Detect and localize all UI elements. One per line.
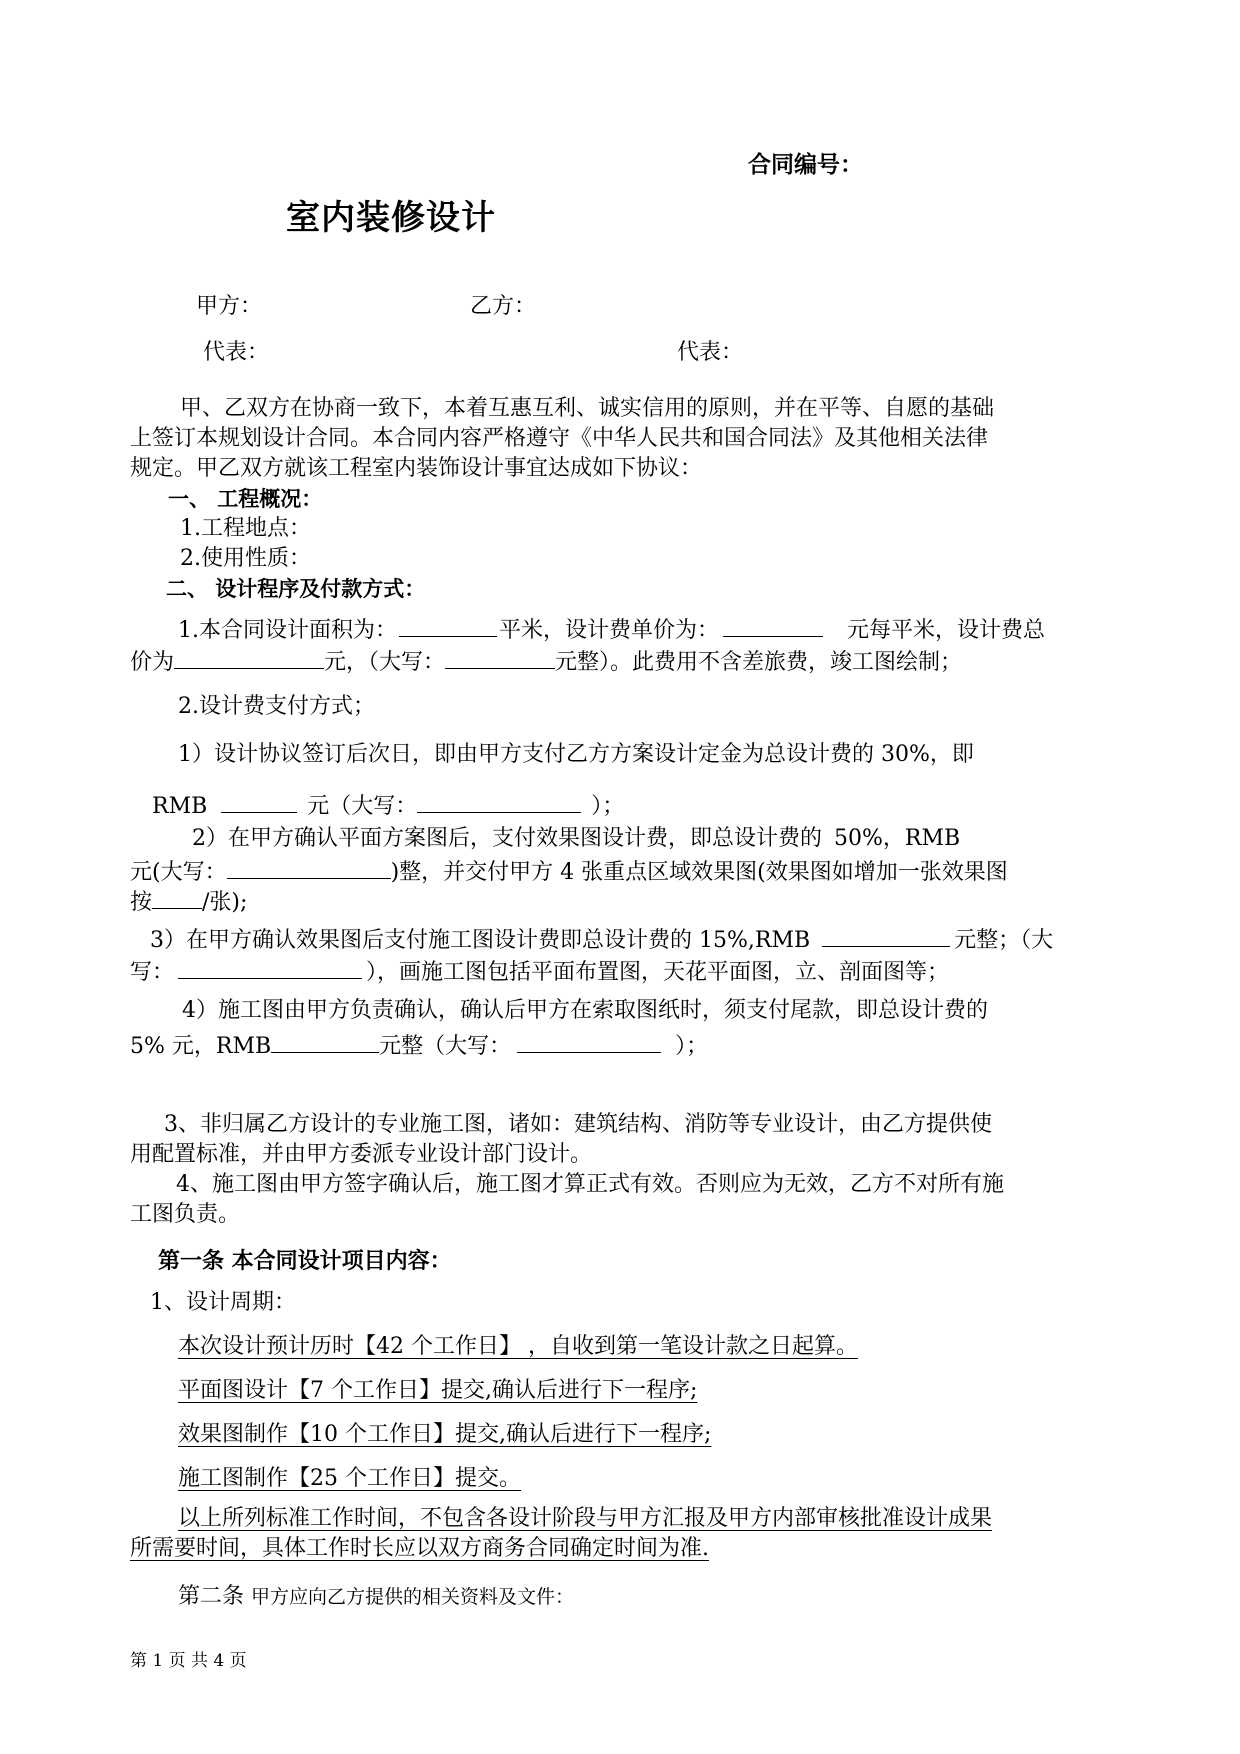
- rmb-label: RMB: [152, 794, 208, 819]
- unit-price-suffix: 元每平米，设计费总: [847, 618, 1046, 643]
- payment-step-3-line-2: [130, 952, 949, 990]
- clause-4-line-1: 4、施工图由甲方签字确认后，施工图才算正式有效。否则应为无效，乙方不对所有施: [176, 1172, 1004, 1197]
- clause-4-line-2: 工图负责。: [130, 1202, 241, 1227]
- extra-render-unit: /张);: [202, 890, 248, 915]
- article-1-heading: 第一条 本合同设计项目内容：: [158, 1249, 452, 1274]
- clause-3-line-1: 3、非归属乙方设计的专业施工图，诸如：建筑结构、消防等专业设计，由乙方提供使: [164, 1112, 992, 1137]
- step-3-suffix: 元整；（大: [954, 928, 1054, 953]
- schedule-construction-drawing: 施工图制作【25 个工作日】提交。: [178, 1466, 521, 1491]
- payment-step-1-line-1: 1）设计协议签订后次日，即由甲方支付乙方方案设计定金为总设计费的 30%，即: [178, 742, 974, 767]
- section-2-heading: 二、 设计程序及付款方式：: [166, 577, 426, 601]
- article-2-label: 第二条: [178, 1584, 245, 1609]
- document-title: 室内装修设计: [286, 198, 496, 238]
- section-1-item-2: 2.使用性质：: [180, 546, 311, 571]
- party-b-label: 乙方：: [470, 294, 537, 319]
- step-4-rmb-blank: [271, 1026, 379, 1053]
- payment-step-2-line-2: [130, 852, 1008, 890]
- total-fee-words-blank: [445, 642, 555, 669]
- unit-price-blank: [723, 610, 823, 637]
- contract-number-label: 合同编号：: [748, 152, 863, 178]
- payment-step-2-line-1: 2）在甲方确认平面方案图后，支付效果图设计费，即总设计费的 50%，RMB: [192, 826, 961, 851]
- step-3-words-blank: [178, 952, 362, 979]
- extra-render-label: 按: [130, 890, 153, 915]
- rmb-amount-blank: [221, 786, 297, 813]
- schedule-total: 本次设计预计历时【42 个工作日】 ，自收到第一笔设计款之日起算。: [178, 1334, 858, 1359]
- total-fee-words-label: 元，（大写：: [324, 650, 446, 675]
- payment-step-4-line-2: [130, 1026, 708, 1064]
- intro-line-2: 上签订本规划设计合同。本合同内容严格遵守《中华人民共和国合同法》及其他相关法律: [130, 426, 989, 451]
- step-2-words-label: 元(大写：: [130, 860, 227, 885]
- step-3-drawings-note: ），画施工图包括平面布置图，天花平面图，立、剖面图等；: [366, 960, 950, 985]
- schedule-note-line-1: 以上所列标准工作时间，不包含各设计阶段与甲方汇报及甲方内部审核批准设计成果: [178, 1506, 993, 1531]
- extra-render-price-blank: [152, 882, 202, 909]
- step-3-rmb-blank: [822, 920, 950, 947]
- schedule-plan-drawing: 平面图设计【7 个工作日】提交,确认后进行下一程序;: [178, 1378, 698, 1403]
- page-number: 第 1 页 共 4 页: [130, 1651, 247, 1671]
- clause-3-line-2: 用配置标准，并由甲方委派专业设计部门设计。: [130, 1142, 593, 1167]
- step-4-end: ）；: [675, 1034, 709, 1059]
- payment-method-heading: 2.设计费支付方式；: [178, 694, 375, 719]
- step-3-words-label: 写：: [130, 960, 175, 985]
- amount-words-blank: [417, 786, 581, 813]
- design-area-label: 1.本合同设计面积为：: [178, 618, 397, 643]
- step-1-end: ）；: [591, 794, 625, 819]
- payment-step-4-line-1: 4）施工图由甲方负责确认，确认后甲方在索取图纸时，须支付尾款，即总设计费的: [182, 998, 988, 1023]
- step-4-words-label: 元整（大写：: [379, 1034, 512, 1059]
- step-2-render-note: )整，并交付甲方 4 张重点区域效果图(效果图如增加一张效果图: [390, 860, 1008, 885]
- design-period-label: 1、设计周期：: [150, 1290, 296, 1315]
- intro-line-3: 规定。甲乙双方就该工程室内装饰设计事宜达成如下协议：: [130, 456, 703, 481]
- section-1-item-1: 1.工程地点：: [180, 516, 311, 541]
- step-4-words-blank: [517, 1026, 661, 1053]
- total-fee-label: 价为: [130, 650, 175, 675]
- total-fee-blank: [174, 642, 324, 669]
- representative-a-label: 代表：: [203, 340, 270, 365]
- schedule-render: 效果图制作【10 个工作日】提交,确认后进行下一程序;: [178, 1422, 712, 1447]
- representative-b-label: 代表：: [677, 340, 744, 365]
- payment-step-2-line-3: [130, 882, 247, 920]
- article-2-text: 甲方应向乙方提供的相关资料及文件：: [251, 1586, 575, 1608]
- step-2-words-blank: [227, 852, 391, 879]
- fee-paragraph-line-2: [130, 642, 962, 680]
- step-3-text: 3）在甲方确认效果图后支付施工图设计费即总设计费的 15%,RMB: [150, 928, 811, 953]
- section-1-heading: 一、 工程概况：: [168, 487, 323, 511]
- article-2-line: [178, 1580, 574, 1614]
- party-a-label: 甲方：: [196, 294, 263, 319]
- schedule-note-line-2: 所需要时间，具体工作时长应以双方商务合同确定时间为准.: [130, 1536, 709, 1561]
- amount-words-label: 元（大写：: [307, 794, 418, 819]
- total-fee-note: 元整）。此费用不含差旅费，竣工图绘制；: [555, 650, 963, 675]
- step-4-rmb-label: 5% 元，RMB: [130, 1034, 272, 1059]
- design-area-blank: [399, 610, 497, 637]
- intro-line-1: 甲、乙双方在协商一致下，本着互惠互利、诚实信用的原则，并在平等、自愿的基础: [180, 396, 995, 421]
- payment-step-1-line-2: [152, 786, 624, 824]
- unit-price-label: 平米，设计费单价为：: [499, 618, 720, 643]
